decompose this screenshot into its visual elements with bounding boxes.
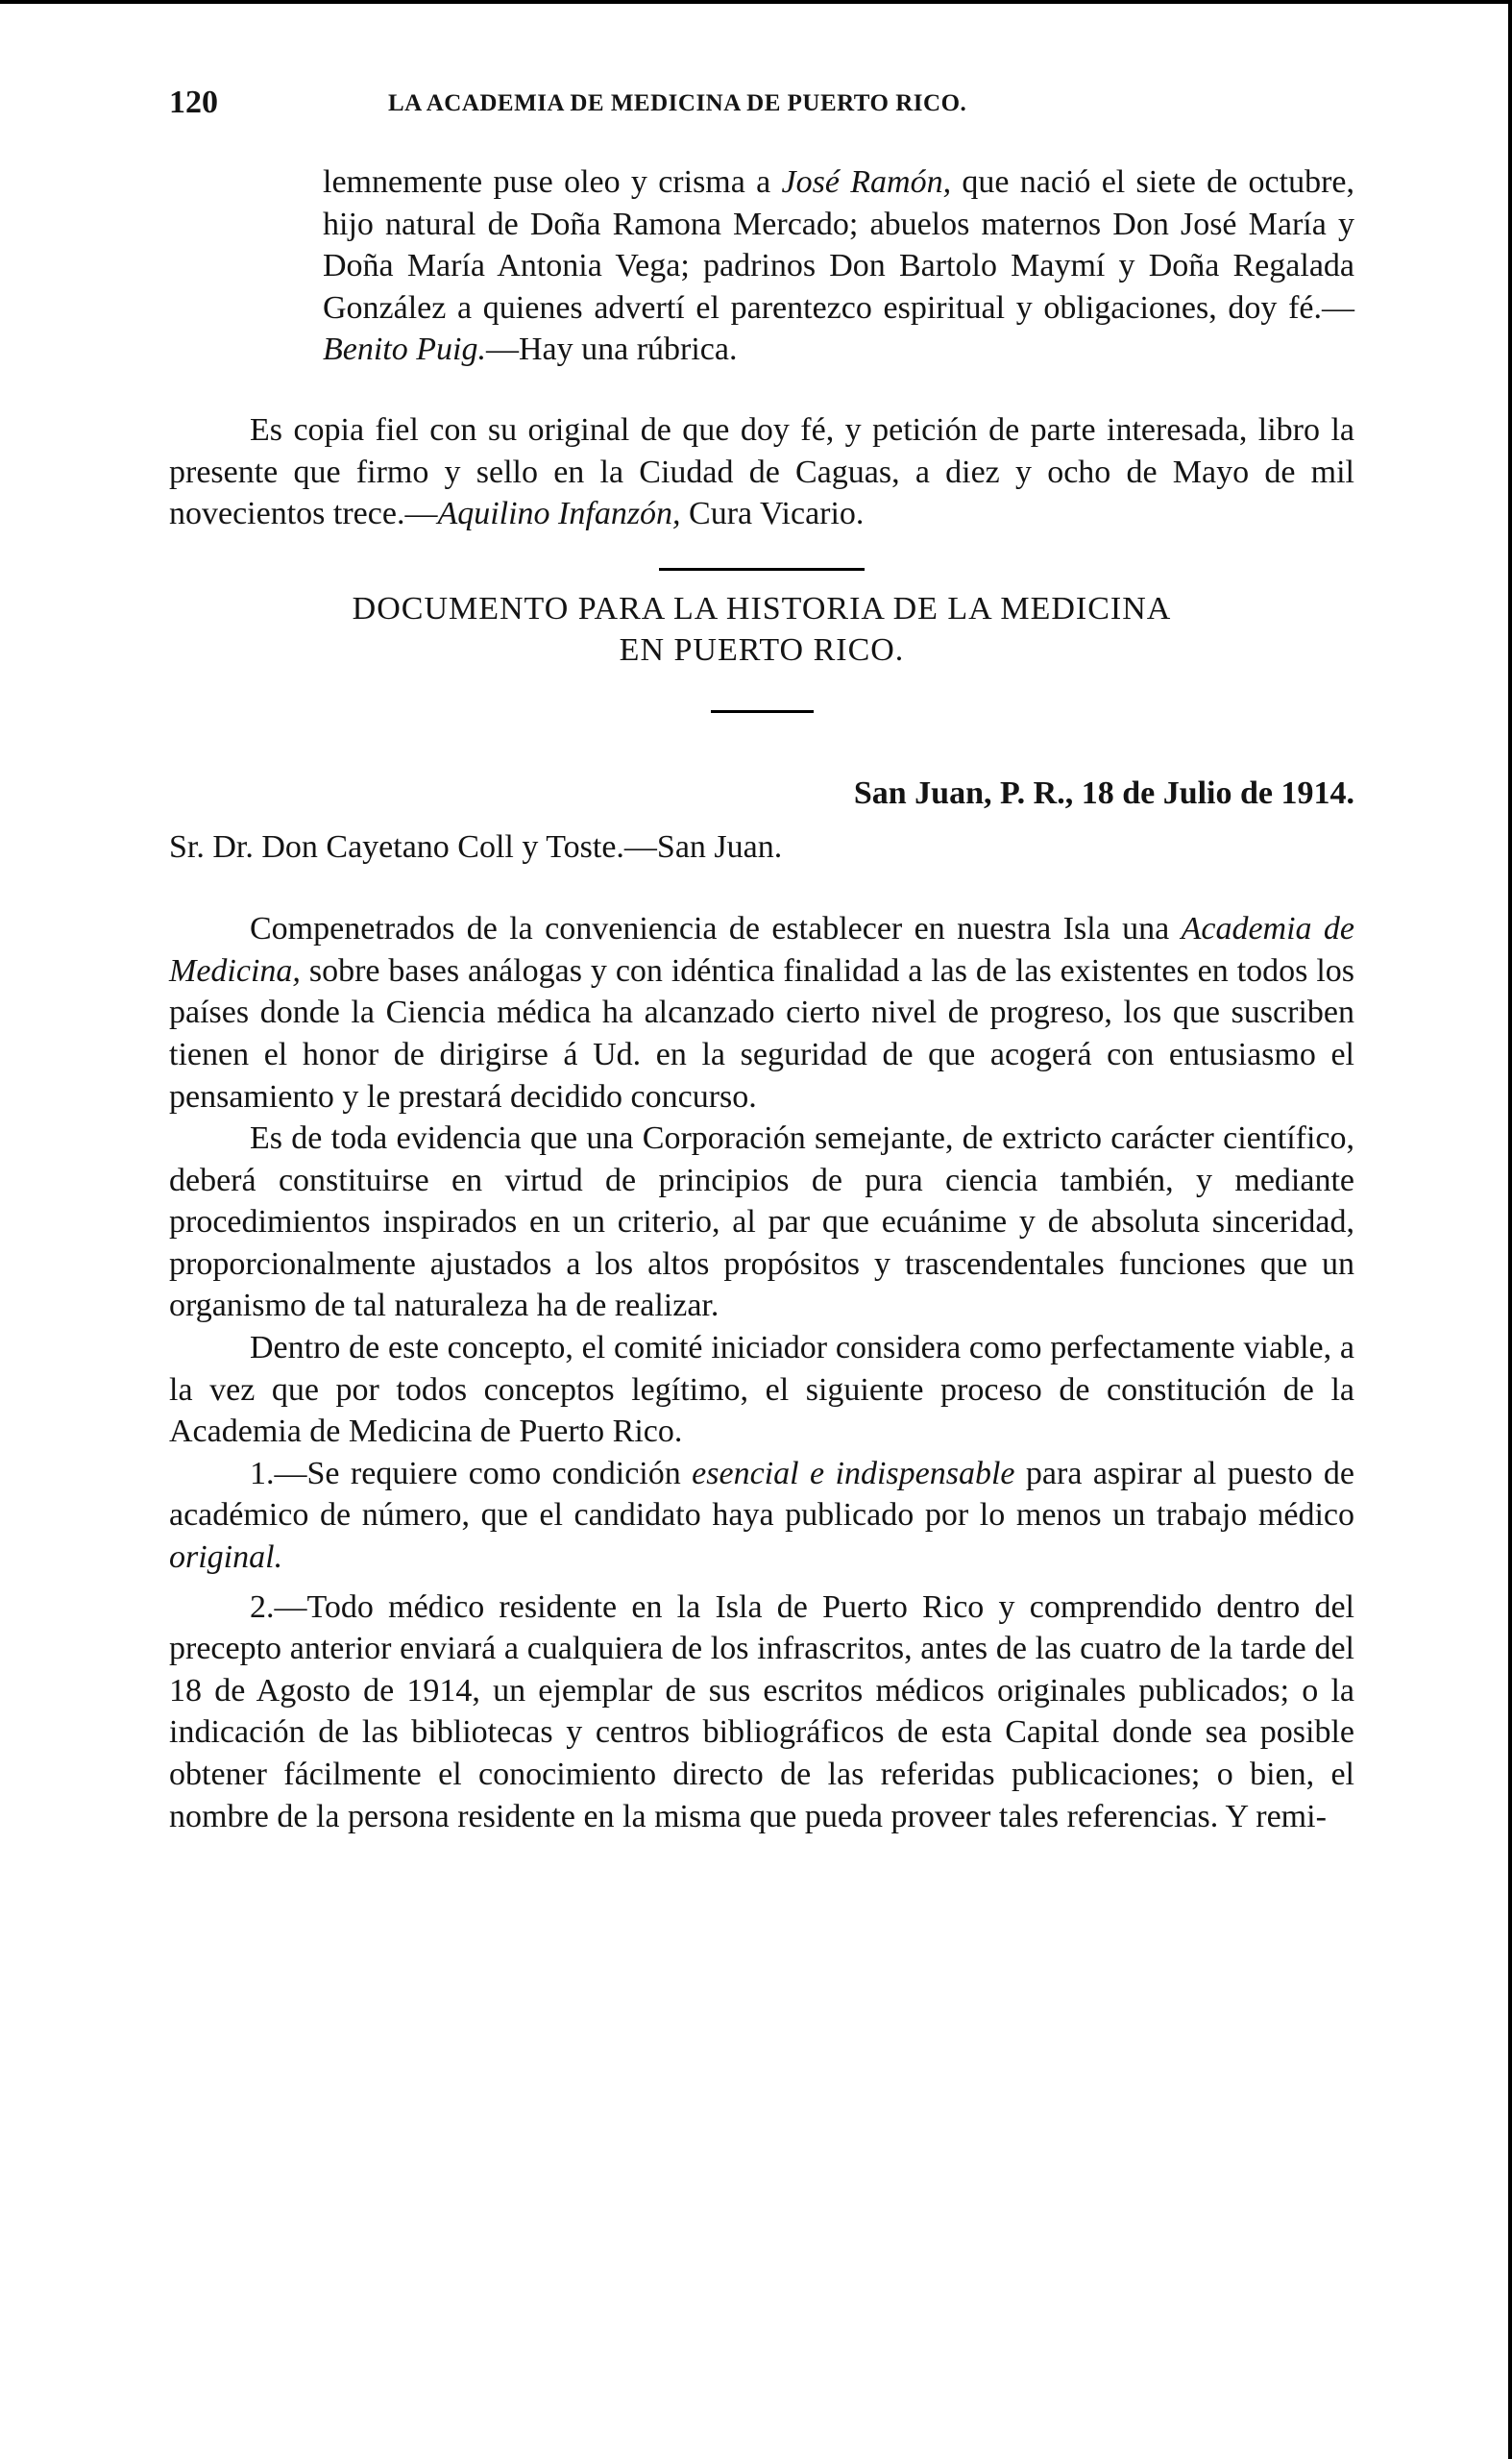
letter-p1-text-a: Compenetrados de la conveniencia de establecer en nuestra Isla una [250, 911, 1182, 947]
item1-text-a: 1.—Se requiere como condición [250, 1455, 693, 1491]
baptism-record-paragraph [169, 161, 1354, 371]
running-head [169, 85, 1354, 133]
letter-date-line: San Juan, P. R., 18 de Julio de 1914. [853, 775, 1354, 811]
numbered-item-1 [169, 1453, 1354, 1579]
certification-text-b: Cura Vicario. [680, 496, 865, 532]
academy-name-emphasis: Academia de Medicina, [169, 911, 1354, 989]
item1-text-b: para aspirar al puesto de académico de número, que el candidato haya publicado por lo menos un trabajo médico [169, 1455, 1354, 1534]
letter-paragraph-2: Es de toda evidencia que una Corporación semejante, de extricto carácter científico, deberá constituirse en virtud de principios de pura ciencia también, y mediante procedimientos inspirados en un criterio, al par que ecuánime y de absoluta sinceridad, proporcionalmente ajustados a los altos propósitos y trascendentales funciones que un organismo de tal naturaleza ha de realizar. [169, 1120, 1354, 1324]
document-heading-line1: DOCUMENTO PARA LA HISTORIA DE LA MEDICINA [352, 590, 1172, 627]
baptism-text-a: lemnemente puse oleo y crisma a [323, 164, 782, 200]
letter-salutation: Sr. Dr. Don Cayetano Coll y Toste.—San Juan. [169, 828, 783, 865]
page-border-right [1508, 0, 1512, 2459]
item1-emphasis-original: original. [169, 1539, 283, 1576]
document-heading-line2: EN PUERTO RICO. [619, 632, 905, 669]
child-name: José Ramón, [781, 164, 952, 200]
certification-paragraph [169, 409, 1354, 535]
item1-emphasis: esencial e indispensable [692, 1455, 1015, 1491]
certification-signer: Aquilino Infanzón, [437, 496, 681, 532]
document-heading [169, 588, 1354, 672]
numbered-item-2: 2.—Todo médico residente en la Isla de Puerto Rico y comprendido dentro del precepto anterior enviará a cualquiera de los infrascritos, antes de las cuatro de la tarde del 18 de Agosto de 1914, un ejemplar de sus escritos médicos originales publicados; o la indicación de las bibliotecas y centros bibliográficos de esta Capital donde sea posible obtener fácilmente el conocimiento directo de las referidas publicaciones; o bien, el nombre de la persona residente en la misma que pueda proveer tales referencias. Y remi- [169, 1588, 1354, 1834]
page-number: 120 [169, 85, 218, 120]
baptism-signer: Benito Puig. [323, 332, 486, 368]
document-page [169, 85, 1354, 1837]
section-divider-top [659, 568, 865, 571]
letter-p1-text-b: sobre bases análogas y con idéntica finalidad a las de las existentes en todos los países donde la Ciencia médica ha alcanzado cierto nivel de progreso, los que suscriben tienen el honor de dirigirse á Ud. en la seguridad de que acogerá con entusiasmo el pensamiento y le prestará decidido concurso. [169, 952, 1354, 1115]
letter-paragraph-3: Dentro de este concepto, el comité iniciador considera como perfectamente viable, a la vez que por todos conceptos legítimo, el siguiente proceso de constitución de la Academia de Medicina de Puerto Rico. [169, 1330, 1354, 1450]
baptism-text-c: —Hay una rúbrica. [485, 332, 738, 368]
running-head-title: LA ACADEMIA DE MEDICINA DE PUERTO RICO. [388, 90, 967, 116]
baptism-text-b: que nació el siete de octubre, hijo natural de Doña Ramona Mercado; abuelos maternos Don José María y Doña María Antonia Vega; padrinos Don Bartolo Maymí y Doña Regalada González a quienes advertí el parentezco espiritual y obligaciones, doy fé.— [323, 164, 1354, 326]
page-border-top [0, 0, 1512, 4]
certification-text-a: Es copia fiel con su original de que doy fé, y petición de parte interesada, libro la presente que firmo y sello en la Ciudad de Caguas, a diez y ocho de Mayo de mil novecientos trece.— [169, 411, 1354, 532]
section-divider-bottom [711, 710, 814, 713]
letter-paragraph-1 [169, 908, 1354, 1118]
